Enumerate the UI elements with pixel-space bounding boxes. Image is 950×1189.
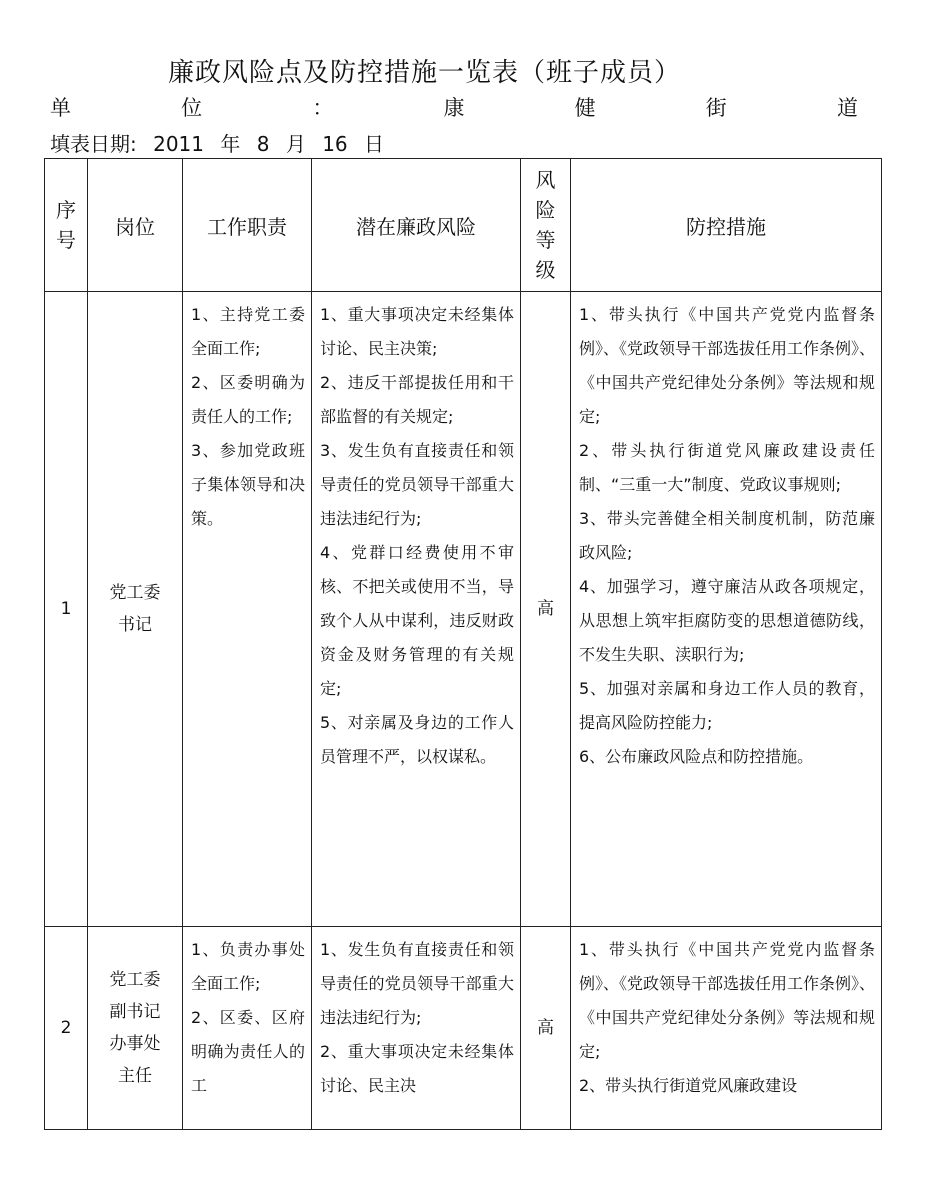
header-duty: 工作职责 <box>183 159 312 292</box>
table-row <box>45 292 882 927</box>
row-duty: 1、负责办事处全面工作; 2、区委、区府明确为责任人的工 <box>183 927 312 1130</box>
unit-char: 单 <box>50 96 71 120</box>
unit-char: 道 <box>836 96 858 120</box>
unit-line <box>50 92 858 122</box>
date-day: 16 <box>322 132 348 156</box>
date-month: 8 <box>256 132 270 156</box>
unit-char: 街 <box>705 96 727 120</box>
row-post: 党工委 书记 <box>88 292 183 927</box>
table-row <box>45 927 882 1130</box>
header-post: 岗位 <box>88 159 183 292</box>
date-label: 填表日期: <box>50 132 137 156</box>
fill-date-line <box>50 128 394 157</box>
risk-table <box>44 158 882 1130</box>
header-level: 风 险 等 级 <box>521 159 571 292</box>
header-risk: 潜在廉政风险 <box>312 159 521 292</box>
row-level: 高 <box>521 927 571 1130</box>
row-duty: 1、主持党工委全面工作; 2、区委明确为责任人的工作; 3、参加党政班子集体领导和决策。 <box>183 292 312 927</box>
row-post: 党工委 副书记 办事处 主任 <box>88 927 183 1130</box>
unit-char: 健 <box>574 96 596 120</box>
row-risk: 1、重大事项决定未经集体讨论、民主决策; 2、违反干部提拔任用和干部监督的有关规定; 3、发生负有直接责任和领导责任的党员领导干部重大违法违纪行为; 4、党群口经费使用不审核、不把关或使用不当，导致个人从中谋利，违反财政资金及财务管理的有关规定; 5、对亲属及身边的工作人员管理不严，以权谋私。 <box>312 292 521 927</box>
unit-char: ： <box>312 96 334 120</box>
row-seq: 1 <box>45 292 88 927</box>
date-day-unit: 日 <box>364 132 384 156</box>
unit-char: 康 <box>443 96 465 120</box>
date-year: 2011 <box>153 132 205 156</box>
date-month-unit: 月 <box>285 132 306 156</box>
unit-char: 位 <box>181 96 203 120</box>
row-level: 高 <box>521 292 571 927</box>
row-seq: 2 <box>45 927 88 1130</box>
date-year-unit: 年 <box>220 132 241 156</box>
row-measures: 1、带头执行《中国共产党党内监督条例》、《党政领导干部选拔任用工作条例》、《中国共产党纪律处分条例》等法规和规定; 2、带头执行街道党风廉政建设 <box>571 927 882 1130</box>
table-header-row <box>45 159 882 292</box>
row-risk: 1、发生负有直接责任和领导责任的党员领导干部重大违法违纪行为; 2、重大事项决定未经集体讨论、民主决 <box>312 927 521 1130</box>
row-measures: 1、带头执行《中国共产党党内监督条例》、《党政领导干部选拔任用工作条例》、《中国共产党纪律处分条例》等法规和规定; 2、带头执行街道党风廉政建设责任制、“三重一大”制度、党政议事规则; 3、带头完善健全相关制度机制，防范廉政风险; 4、加强学习，遵守廉洁从政各项规定，从思想上筑牢拒腐防变的思想道德防线，不发生失职、渎职行为; 5、加强对亲属和身边工作人员的教育，提高风险防控能力; 6、公布廉政风险点和防控措施。 <box>571 292 882 927</box>
document-title: 廉政风险点及防控措施一览表（班子成员） <box>168 58 682 88</box>
header-seq: 序 号 <box>45 159 88 292</box>
header-measures: 防控措施 <box>571 159 882 292</box>
